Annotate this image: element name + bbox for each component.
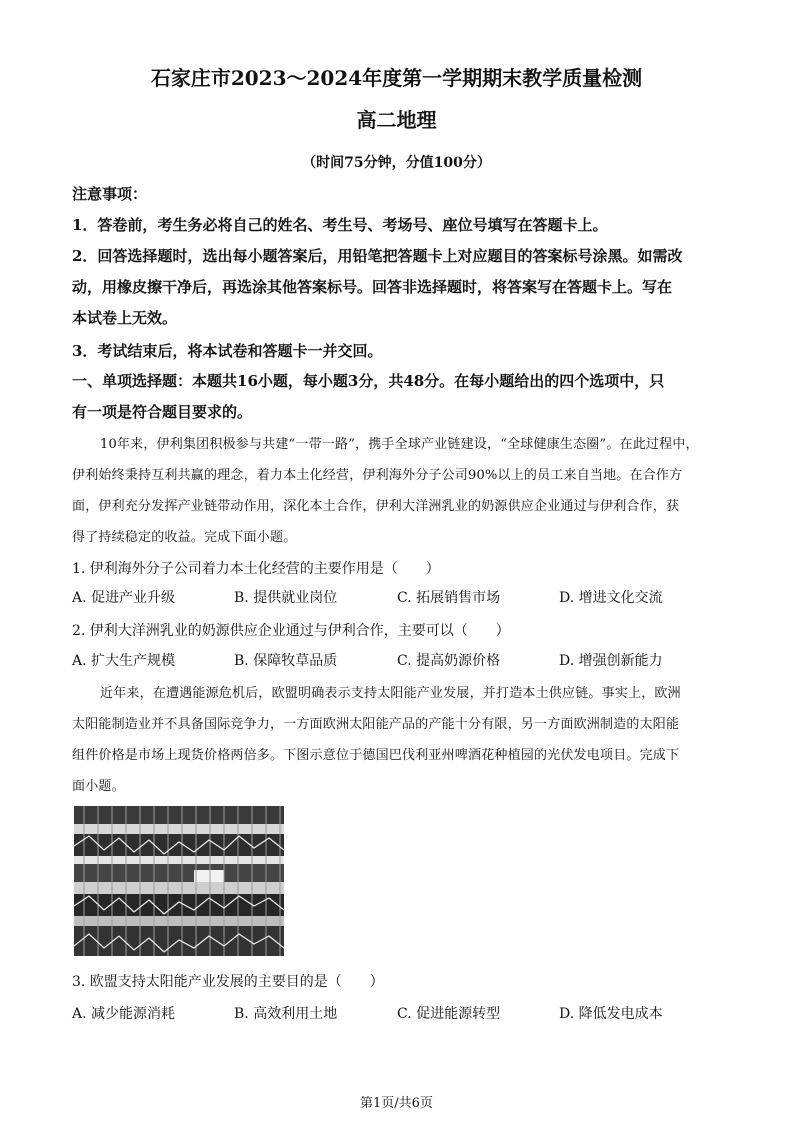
option-c: C. 促进能源转型 [397, 1006, 501, 1022]
passage-line: 近年来，在遭遇能源危机后，欧盟明确表示支持太阳能产业发展，并打造本土供应链。事实上，欧洲 [100, 686, 681, 701]
option-b: B. 高效利用土地 [234, 1006, 338, 1022]
time-score: （时间75分钟，分值100分） [302, 155, 491, 171]
note-item: 1．答卷前，考生务必将自己的姓名、考生号、考场号、座位号填写在答题卡上。 [72, 216, 608, 234]
option-a: A. 促进产业升级 [72, 590, 176, 606]
option-d: D. 降低发电成本 [559, 1006, 663, 1022]
question-stem: 1. 伊利海外分子公司着力本土化经营的主要作用是（ ） [72, 561, 440, 577]
option-b: B. 保障牧草品质 [234, 653, 338, 669]
page-number: 第1页/共6页 [360, 1096, 433, 1111]
section-heading: 一、单项选择题：本题共16小题，每小题3分，共48分。在每小题给出的四个选项中，只 [72, 372, 665, 390]
question-stem: 2. 伊利大洋洲乳业的奶源供应企业通过与伊利合作，主要可以（ ） [72, 623, 510, 639]
passage-line: 面，伊利充分发挥产业链带动作用，深化本土合作，伊利大洋洲乳业的奶源供应企业通过与伊利合作，获 [72, 499, 680, 514]
question-stem: 3. 欧盟支持太阳能产业发展的主要目的是（ ） [72, 974, 384, 990]
solar-farm-photo [74, 806, 284, 956]
note-item: 3．考试结束后，将本试卷和答题卡一并交回。 [72, 342, 383, 360]
option-d: D. 增强创新能力 [559, 653, 663, 669]
passage-line: 面小题。 [72, 779, 125, 794]
passage-line: 得了持续稳定的收益。完成下面小题。 [72, 530, 297, 545]
note-item: 本试卷上无效。 [72, 309, 178, 327]
solar-panel-rows-image [74, 806, 284, 956]
subject-title: 高二地理 [356, 108, 437, 132]
notes-heading: 注意事项： [72, 185, 148, 203]
option-a: A. 减少能源消耗 [72, 1006, 176, 1022]
passage-line: 10年来，伊利集团积极参与共建“一带一路”，携手全球产业链建设，“全球健康生态圈”。在此过程中， [100, 437, 699, 452]
section-heading-cont: 有一项是符合题目要求的。 [72, 403, 253, 421]
passage-line: 伊利始终秉持互利共赢的理念，着力本土化经营，伊利海外分子公司90%以上的员工来自当地。在合作方 [72, 468, 683, 483]
note-item: 2．回答选择题时，选出每小题答案后，用铅笔把答题卡上对应题目的答案标号涂黑。如需改 [72, 247, 683, 265]
passage-line: 太阳能制造业并不具备国际竞争力，一方面欧洲太阳能产品的产能十分有限，另一方面欧洲制造的太阳能 [72, 717, 680, 732]
passage-line: 组件价格是市场上现货价格两倍多。下图示意位于德国巴伐利亚州啤酒花种植园的光伏发电项目。完成下 [72, 748, 680, 763]
option-b: B. 提供就业岗位 [234, 590, 338, 606]
option-c: C. 拓展销售市场 [397, 590, 501, 606]
option-a: A. 扩大生产规模 [72, 653, 176, 669]
exam-title: 石家庄市2023～2024年度第一学期期末教学质量检测 [150, 66, 643, 90]
option-d: D. 增进文化交流 [559, 590, 663, 606]
option-c: C. 提高奶源价格 [397, 653, 501, 669]
note-item: 动，用橡皮擦干净后，再选涂其他答案标号。回答非选择题时，将答案写在答题卡上。写在 [72, 278, 673, 296]
